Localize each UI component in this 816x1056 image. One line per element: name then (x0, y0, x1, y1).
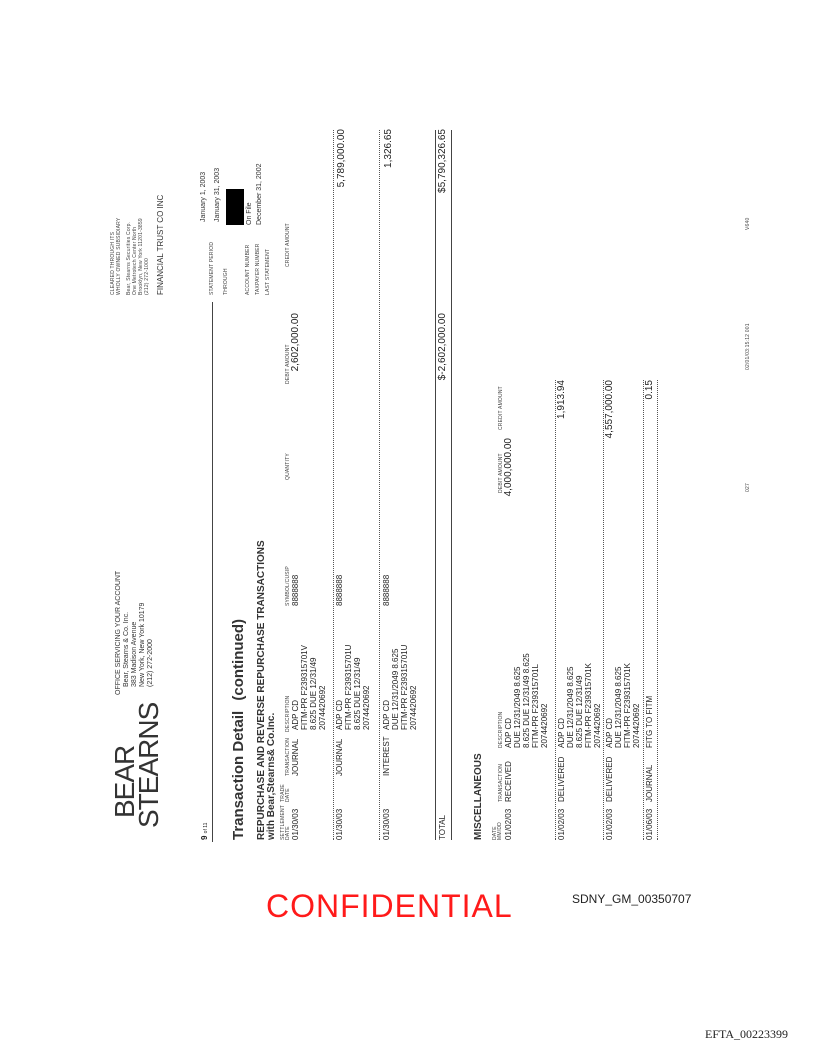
row-date: 01/30/03 (382, 808, 391, 840)
row-type: DELIVERED (605, 756, 614, 802)
footer-code-3: V640 (745, 217, 751, 230)
col-debit: DEBIT AMOUNT (285, 344, 291, 384)
last-statement-value: December 31, 2002 (256, 163, 263, 225)
table-row (335, 125, 379, 850)
col-credit: CREDIT AMOUNT (285, 223, 291, 267)
row-date: 01/02/03 (557, 808, 566, 840)
through-value: January 31, 2003 (214, 167, 221, 222)
table-row (382, 125, 426, 850)
table-row (504, 125, 554, 850)
total-rule (435, 130, 436, 840)
desc-line: FITM-PR F239315701L (531, 663, 540, 748)
row-type: DELIVERED (557, 756, 566, 802)
row-symbol: 8888888 (291, 574, 300, 606)
total-bottom-rule (451, 130, 452, 840)
row-credit: 5,789,000.00 (336, 129, 347, 188)
statement-period-label: STATEMENT PERIOD (209, 241, 215, 295)
col-symbol: SYMBOL/CUSIP (285, 566, 291, 606)
statement-period-value: January 1, 2003 (200, 171, 207, 222)
rotated-statement (105, 125, 751, 850)
total-label: TOTAL (438, 814, 447, 840)
row-divider (555, 380, 556, 840)
header-rule (212, 302, 213, 842)
row-type: JOURNAL (645, 764, 654, 802)
office-line: 383 Madison Avenue (131, 621, 138, 687)
repo-heading (257, 540, 277, 840)
col-misc-date: DATE MM/DD (492, 822, 503, 840)
row-description (645, 696, 654, 748)
row-description (291, 645, 327, 730)
office-line: Bear, Stearns & Co. Inc. (123, 611, 130, 687)
desc-line: 2074420692 (409, 685, 418, 730)
page-num: 9 (200, 835, 209, 840)
repo-heading-line2: with Bear,Stearns& Co.Inc. (266, 712, 277, 840)
title-text: Transaction Detail (230, 710, 247, 840)
desc-line: ADP CD (557, 717, 566, 748)
row-description (335, 645, 371, 730)
total-row (437, 125, 451, 850)
col-settlement-date: SETTLEMENT DATE (280, 805, 291, 840)
taxpayer-value: On File (246, 202, 253, 225)
col-transaction: TRANSACTION (285, 737, 291, 776)
title-suffix: (continued) (230, 618, 247, 701)
table-row (557, 125, 601, 850)
logo-line-1: BEAR (109, 745, 140, 818)
row-type: JOURNAL (335, 738, 344, 776)
cleared-through-block (110, 195, 165, 295)
col-misc-description: DESCRIPTION (498, 711, 504, 748)
desc-line: 2074420692 (362, 685, 371, 730)
row-credit: 1,913.94 (556, 380, 567, 419)
row-credit: 4,557,000.00 (604, 380, 615, 439)
row-credit: 1,326.65 (383, 129, 394, 168)
row-divider (379, 130, 380, 840)
account-redaction (226, 189, 244, 225)
table-row (291, 125, 335, 850)
col-misc-credit: CREDIT AMOUNT (498, 386, 504, 430)
desc-line: ADP CD (382, 699, 391, 730)
row-divider (657, 380, 658, 840)
col-description: DESCRIPTION (285, 695, 291, 732)
desc-line: 2074420692 (593, 703, 602, 748)
cleared-line: CLEARED THROUGH ITS (110, 231, 116, 295)
table-row (605, 125, 645, 850)
efta-number: EFTA_00223399 (705, 1027, 789, 1041)
row-symbol: 8888888 (382, 574, 391, 606)
cleared-line: (212) 272-1000 (144, 258, 150, 295)
desc-line: 8.625 DUE 12/31/49 8.625 (522, 653, 531, 748)
row-description (504, 653, 549, 748)
taxpayer-label: TAXPAYER NUMBER (255, 243, 261, 295)
office-heading: OFFICE SERVICING YOUR ACCOUNT (115, 570, 122, 695)
desc-line: 8.625 DUE 12/31/49 (309, 657, 318, 730)
total-debit: $-2,602,000.00 (437, 313, 448, 381)
desc-line: FITM-PR F239315701K (584, 663, 593, 748)
desc-line: ADP CD (335, 699, 344, 730)
desc-line: FITM-PR F239315701U (344, 644, 353, 730)
desc-line: 2074420692 (632, 703, 641, 748)
col-misc-debit: DEBIT AMOUNT (498, 453, 504, 493)
row-debit: 2,602,000.00 (290, 313, 301, 372)
account-number-label: ACCOUNT NUMBER (245, 244, 251, 295)
cleared-line: Brooklyn, New York 11201-3859 (138, 218, 144, 295)
last-statement-label: LAST STATEMENT (265, 248, 271, 295)
row-divider (333, 130, 334, 840)
desc-line: DUE 12/31/2049 8.625 (566, 666, 575, 748)
col-quantity: QUANTITY (285, 453, 291, 480)
page-title (230, 619, 247, 840)
row-divider (643, 380, 644, 840)
row-date: 01/02/03 (504, 808, 513, 840)
desc-line: 2074420692 (318, 685, 327, 730)
row-type: RECEIVED (504, 761, 513, 802)
desc-line: DUE 12/31/2049 8.625 (391, 648, 400, 730)
row-description (382, 645, 418, 730)
desc-line: FITM-PR F239315701V (300, 645, 309, 730)
desc-line: DUE 12/31/2049 8.625 (513, 666, 522, 748)
desc-line: 8.625 DUE 12/31/49 (575, 675, 584, 748)
row-description (605, 663, 641, 748)
row-date: 01/30/03 (291, 808, 300, 840)
desc-line: ADP CD (291, 699, 300, 730)
row-divider (603, 380, 604, 840)
repo-heading-line1: REPURCHASE AND REVERSE REPURCHASE TRANSACTIONS (256, 540, 267, 840)
row-debit: 4,000,000.00 (503, 438, 514, 497)
office-line: New York, New York 10179 (139, 602, 146, 687)
desc-line: DUE 12/31/2049 8.625 (614, 666, 623, 748)
col-misc-transaction: TRANSACTION (498, 763, 504, 802)
row-credit: 0.15 (644, 380, 655, 400)
logo-line-2: STEARNS (133, 702, 164, 828)
desc-line: ADP CD (605, 717, 614, 748)
confidential-stamp: CONFIDENTIAL (266, 888, 513, 924)
statement-info (200, 125, 271, 295)
cleared-line: WHOLLY OWNED SUBSIDIARY (116, 217, 122, 295)
total-credit: $5,790,326.65 (437, 129, 448, 193)
row-symbol: 8888888 (335, 574, 344, 606)
page-number (200, 823, 209, 840)
desc-line: FITG TO FITM (645, 695, 654, 748)
desc-line: ADP CD (504, 717, 513, 748)
through-label: THROUGH (223, 268, 229, 295)
desc-line: FITM-PR F239315701K (623, 663, 632, 748)
client-name: FINANCIAL TRUST CO INC (156, 194, 165, 295)
office-address (115, 571, 155, 695)
misc-heading: MISCELLANEOUS (473, 753, 484, 840)
desc-line: FITM-PR F239315701U (400, 644, 409, 730)
desc-line: 2074420692 (540, 703, 549, 748)
row-date: 01/02/03 (605, 808, 614, 840)
cleared-line: Bear, Stearns Securities Corp. (126, 221, 132, 295)
row-date: 01/06/03 (645, 808, 654, 840)
bates-number: SDNY_GM_00350707 (572, 892, 692, 906)
col-trade-date: TRADE DATE (280, 784, 291, 802)
row-type: JOURNAL (291, 738, 300, 776)
footer-code-2: 02/01/03:15:12 001 (745, 323, 751, 370)
footer-code-1: 027 (745, 483, 751, 492)
row-description (557, 663, 602, 748)
row-date: 01/30/03 (335, 808, 344, 840)
row-type: INTEREST (382, 736, 391, 776)
bear-stearns-logo (109, 702, 164, 828)
desc-line: 8.625 DUE 12/31/49 (353, 657, 362, 730)
cleared-line: One Metrotech Center North (132, 226, 138, 295)
office-line: (212) 272-2000 (147, 639, 154, 687)
page-of: of 11 (203, 822, 209, 834)
